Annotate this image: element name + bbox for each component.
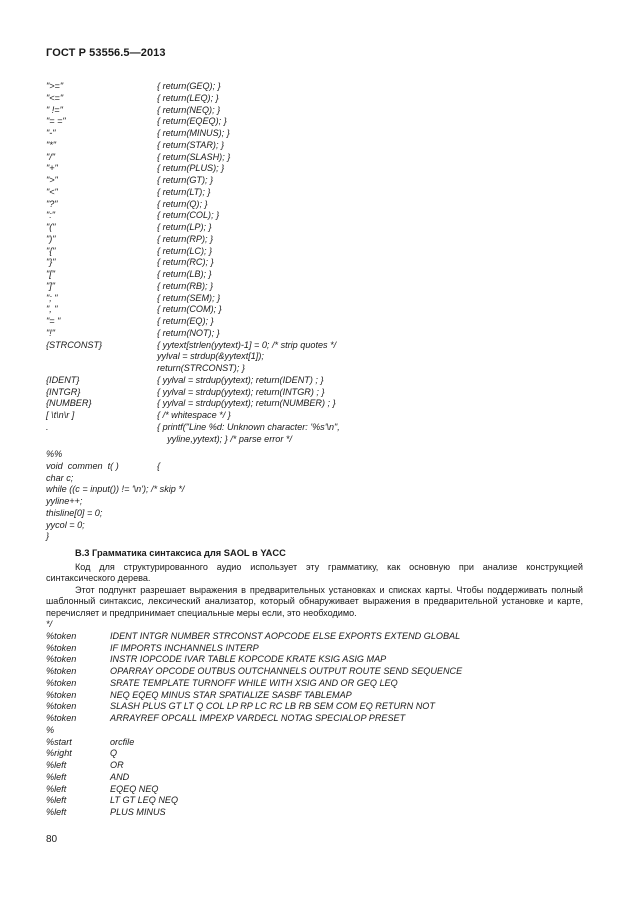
yacc-directive: %token <box>46 713 77 723</box>
yacc-symbols: IF IMPORTS INCHANNELS INTERP <box>110 642 259 653</box>
lex-rule-pattern: ">" <box>46 175 58 185</box>
lex-rule-action: { return(EQEQ); } <box>157 116 227 127</box>
lex-rule-action: { return(LC); } <box>157 245 213 256</box>
lex-rule-action: yyline,yytext); } /* parse error */ <box>157 433 292 444</box>
lex-rule-pattern: [ \t\n\r ] <box>46 410 75 420</box>
lex-rule-action: { return(NOT); } <box>157 327 220 338</box>
code-line: %% <box>46 449 63 459</box>
yacc-directive: %right <box>46 748 72 759</box>
lex-rule-action: { return(MINUS); } <box>157 128 230 138</box>
lex-rule-action: return(STRCONST); } <box>157 363 245 373</box>
yacc-directive: %token <box>46 630 77 641</box>
lex-rule-pattern: {STRCONST} <box>46 339 103 350</box>
lex-rule-action: { return(RB); } <box>157 280 214 291</box>
code-line: void commen t( ) <box>46 460 119 471</box>
code-line: char c; <box>46 472 74 483</box>
yacc-symbols: Q <box>110 748 118 759</box>
yacc-directive: %token <box>46 666 77 676</box>
code-line: yycol = 0; <box>46 519 85 530</box>
lex-rule-action: { yylval = strdup(yytext); return(IDENT) ; } <box>157 374 324 385</box>
yacc-symbols: ARRAYREF OPCALL IMPEXP VARDECL NOTAG SPECIALOP PRESET <box>110 713 406 723</box>
lex-rule-pattern: "= =" <box>46 116 66 127</box>
yacc-symbols: INSTR IOPCODE IVAR TABLE KOPCODE KRATE KSIG ASIG MAP <box>110 654 387 665</box>
lex-rule-action: { return(LEQ); } <box>157 92 219 103</box>
yacc-symbols: OPARRAY OPCODE OUTBUS OUTCHANNELS OUTPUT ROUTE SEND SEQUENCE <box>110 666 463 676</box>
lex-rule-pattern: "?" <box>46 198 58 209</box>
yacc-symbols: AND <box>110 771 130 782</box>
code-line: yyline++; <box>46 496 83 506</box>
lex-rule-pattern: "[" <box>46 269 55 279</box>
yacc-directive: %left <box>46 795 67 806</box>
yacc-directive: %token <box>46 689 77 700</box>
yacc-symbols: IDENT INTGR NUMBER STRCONST AOPCODE ELSE EXPORTS EXTEND GLOBAL <box>110 630 461 641</box>
lex-rule-action: { return(LB); } <box>157 269 212 279</box>
lex-rule-pattern: "<" <box>46 186 58 197</box>
yacc-directive: %token <box>46 701 77 712</box>
yacc-symbols: EQEQ NEQ <box>110 783 159 794</box>
lex-rule-pattern: "(" <box>46 222 56 232</box>
lex-rule-action: { return(GEQ); } <box>157 81 221 91</box>
lex-rule-action: { return(NEQ); } <box>157 104 221 115</box>
yacc-directive: %left <box>46 760 67 770</box>
code-line-extra: { <box>157 460 161 471</box>
lex-rule-action: { return(GT); } <box>157 175 214 185</box>
lex-rule-action: { return(EQ); } <box>157 316 214 326</box>
lex-rule-pattern: ", " <box>46 304 58 315</box>
paragraph-2: Этот подпункт разрешает выражения в предварительных установках и списках карты. Чтобы поддерживать полный шаблонный синтаксис, лексический анализатор, который обнаруживает выражения в предварительной установке и карте, перечисляет и предпринимает специальные меры если, это необходимо. <box>46 585 583 618</box>
lex-rule-pattern: ">=" <box>46 81 64 91</box>
lex-rule-action: { return(LT); } <box>157 186 211 197</box>
lex-rule-action: { yytext[strlen(yytext)-1] = 0; /* strip quotes */ <box>157 339 337 350</box>
yacc-directive: %left <box>46 783 67 794</box>
lex-rule-pattern: "/" <box>46 151 55 162</box>
lex-rule-pattern: {INTGR} <box>46 386 81 397</box>
paragraph-1: Код для структурированного аудио использует эту грамматику, как основную при анализе конструкцией синтаксического дерева. <box>46 562 583 584</box>
lex-rule-pattern: {NUMBER} <box>46 398 92 409</box>
lex-rule-pattern: . <box>46 421 49 432</box>
page-number: 80 <box>46 834 58 845</box>
yacc-directive: */ <box>46 619 53 629</box>
lex-rule-action: { return(STAR); } <box>157 139 225 150</box>
lex-rule-action: { yylval = strdup(yytext); return(NUMBER) ; } <box>157 398 336 409</box>
yacc-symbols: LT GT LEQ NEQ <box>110 795 179 806</box>
yacc-symbols: SRATE TEMPLATE TURNOFF WHILE WITH XSIG AND OR GEQ LEQ <box>110 677 398 688</box>
yacc-symbols: SLASH PLUS GT LT Q COL LP RP LC RC LB RB SEM COM EQ RETURN NOT <box>110 701 435 712</box>
lex-rule-action: { yylval = strdup(yytext); return(INTGR) ; } <box>157 386 325 397</box>
lex-rule-pattern: "= " <box>46 316 61 326</box>
yacc-symbols: NEQ EQEQ MINUS STAR SPATIALIZE SASBF TABLEMAP <box>110 689 352 700</box>
lex-rule-pattern: {IDENT} <box>46 374 80 385</box>
lex-rule-action: { return(PLUS); } <box>157 163 225 174</box>
yacc-directive: %start <box>46 736 72 747</box>
lex-rule-action: { return(SEM); } <box>157 292 221 303</box>
lex-rule-action: { return(COL); } <box>157 210 220 221</box>
lex-rule-action: { /* whitespace */ } <box>157 410 231 420</box>
section-heading: В.3 Грамматика синтаксиса для SAOL в YACC <box>75 548 286 558</box>
lex-rule-pattern: "<=" <box>46 92 64 103</box>
lex-rule-action: { printf("Line %d: Unknown character: '%s'\n", <box>157 421 340 432</box>
lex-rule-pattern: "{" <box>46 245 56 256</box>
lex-rule-pattern: ")" <box>46 233 56 244</box>
lex-rule-pattern: "; " <box>46 292 58 303</box>
yacc-symbols: orcfile <box>110 736 135 747</box>
lex-rule-pattern: "}" <box>46 257 56 268</box>
lex-rule-pattern: ":" <box>46 210 55 221</box>
lex-rule-action: { return(Q); } <box>157 198 208 209</box>
lex-rule-pattern: "!" <box>46 327 55 338</box>
yacc-directive: %token <box>46 642 77 653</box>
yacc-symbols: OR <box>110 760 124 770</box>
lex-rule-pattern: "]" <box>46 280 55 291</box>
lex-rule-pattern: "*" <box>46 139 56 150</box>
yacc-directive: %left <box>46 771 67 782</box>
lex-rule-pattern: "-" <box>46 128 56 138</box>
lex-rule-action: { return(RC); } <box>157 257 214 268</box>
document-header: ГОСТ Р 53556.5—2013 <box>46 47 166 59</box>
lex-rule-pattern: "+" <box>46 163 58 174</box>
lex-rule-pattern: " !=" <box>46 104 63 115</box>
lex-rule-action: { return(SLASH); } <box>157 151 231 162</box>
yacc-directive: %token <box>46 654 77 665</box>
yacc-directive: %token <box>46 677 77 688</box>
lex-rule-action: { return(LP); } <box>157 222 212 232</box>
code-line: thisline[0] = 0; <box>46 507 103 518</box>
yacc-symbols: PLUS MINUS <box>110 807 166 817</box>
yacc-directive: % <box>46 724 55 735</box>
lex-rule-action: { return(RP); } <box>157 233 214 244</box>
lex-rule-action: { return(COM); } <box>157 304 222 315</box>
code-line: while ((c = input()) != '\n'); /* skip */ <box>46 484 185 495</box>
yacc-directive: %left <box>46 807 67 817</box>
lex-rule-action: yylval = strdup(&yytext[1]); <box>157 351 264 362</box>
code-line: } <box>46 531 50 542</box>
